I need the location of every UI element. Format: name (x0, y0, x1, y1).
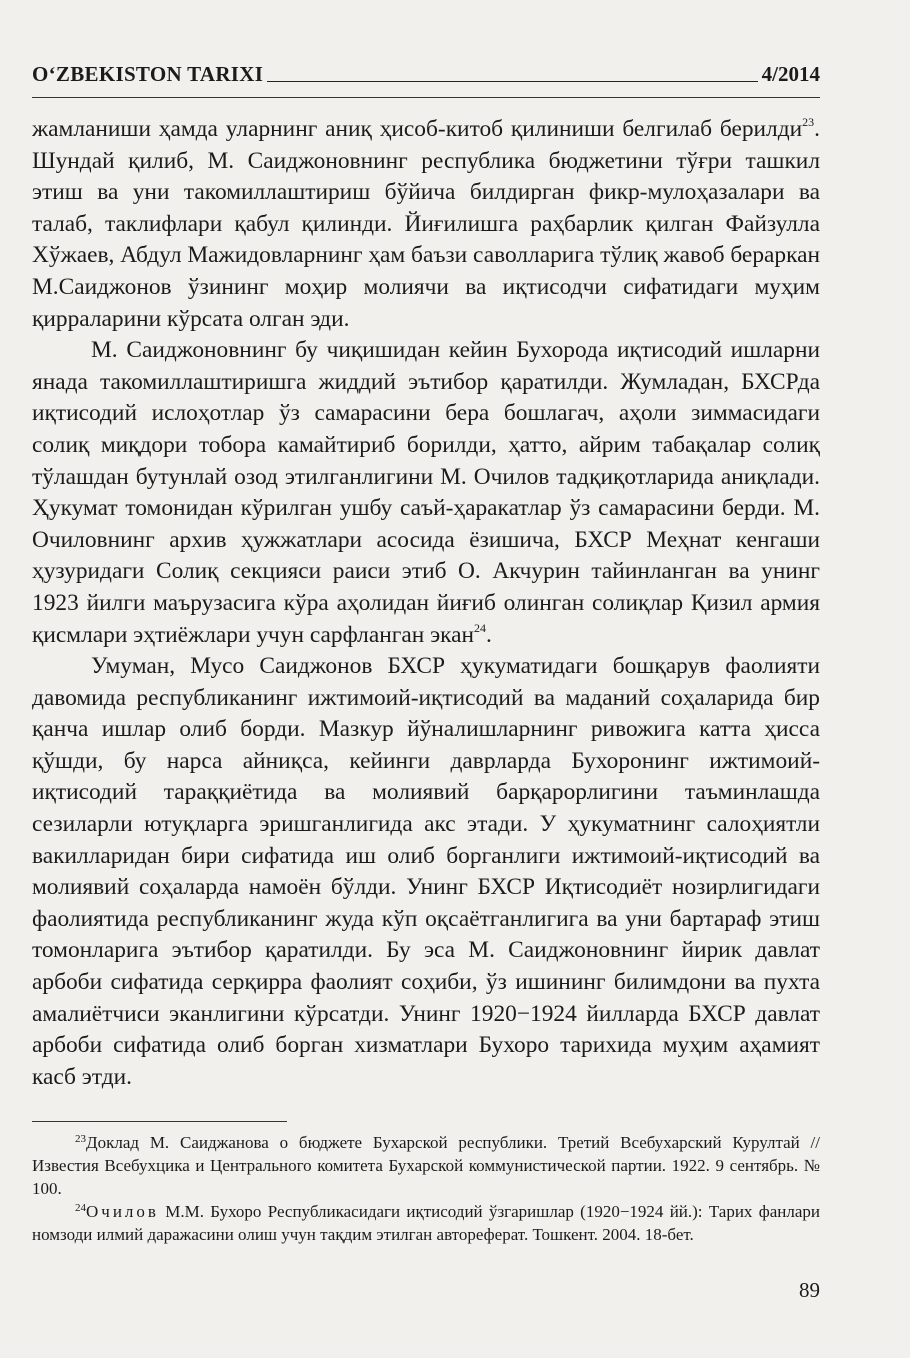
footnote-23 (32, 1131, 820, 1200)
paragraph-text: жамланиши ҳамда уларнинг аниқ ҳисоб-китоб қилиниши белгилаб берилди (32, 116, 803, 142)
footnotes (32, 1131, 820, 1246)
header-leader-line (267, 81, 757, 82)
footnote-number: 24 (75, 1202, 86, 1214)
paragraph-text: Умуман, Мусо Саиджонов БХСР ҳукуматидаги бошқарув фаолияти давомида республиканинг ижтимоий-иқтисодий ва маданий соҳаларида бир қанча ишлар олиб борди. Мазкур йўналишларнинг ривожига катта ҳисса қўшди, бу нарса айниқса, кейинги даврларда Бухоронинг ижтимоий-иқтисодий тараққиётида ва молиявий барқарорлигини таъминлашда сезиларли ютуқларга эришганлигида акс этади. У ҳукуматнинг салоҳиятли вакилларидан бири сифатида иш олиб борганлиги ижтимоий-иқтисодий ва молиявий соҳаларда намоён бўлди. Унинг БХСР Иқтисодиёт нозирлигидаги фаолиятида республиканинг жуда кўп оқсаётганлигига ва уни бартараф этиш томонларига эътибор қаратилди. Бу эса М. Саиджоновнинг йирик давлат арбоби сифатида серқирра фаолият соҳиби, ўз ишининг билимдони ва пухта амалиётчиси эканлигини кўрсатди. Унинг 1920−1924 йилларда БХСР давлат арбоби сифатида олиб борган хизматлари Бухоро тарихида муҳим аҳамият касб этди. (32, 653, 820, 1090)
running-header (32, 62, 820, 86)
paragraph-text: М. Саиджоновнинг бу чиқишидан кейин Бухорода иқтисодий ишларни янада такомиллаштиришга жиддий эътибор қаратилди. Жумладан, БХСРда иқтисодий ислоҳотлар ўз самарасини бера бошлагач, аҳоли зиммасидаги солиқ миқдори тобора камайтириб борилди, ҳатто, айрим табақалар солиқ тўлашдан бутунлай озод этилганлигини М. Очилов тадқиқотларида аниқлади. Ҳукумат томонидан кўрилган ушбу саъй-ҳаракатлар ўз самарасини берди. М. Очиловнинг архив ҳужжатлари асосида ёзишича, БХСР Меҳнат кенгаши ҳузуридаги Солиқ секцияси раиси этиб О. Акчурин тайинланган ва унинг 1923 йилги маърузасига кўра аҳолидан йиғиб олинган солиқлар Қизил армия қисмлари эҳтиёжлари учун сарфланган экан (32, 337, 820, 648)
footnote-text: М.М. Бухоро Республикасидаги иқтисодий ўзгаришлар (1920−1924 йй.): Тарих фанлари номзоди илмий даражасини олиш учун тақдим этилган автореферат. Тошкент. 2004. 18-бет. (32, 1202, 820, 1244)
paragraph-text: . (486, 621, 492, 648)
issue-number: 4/2014 (761, 62, 820, 86)
paragraph-text: . Шундай қилиб, М. Саиджоновнинг республика бюджетини тўғри ташкил этиш ва уни такомиллаштириш бўйича билдирган фикр-мулоҳазалари ва талаб, таклифлари қабул қилинди. Йиғилишга раҳбарлик қилган Файзулла Хўжаев, Абдул Мажидовларнинг ҳам баъзи саволларига тўлиқ жавоб бераркан М.Саиджонов ўзининг моҳир молиячи ва иқтисодчи сифатидаги муҳим қирраларини кўрсата олган эди. (32, 116, 820, 332)
footnote-24 (32, 1200, 820, 1246)
footnote-text: Доклад М. Саиджанова о бюджете Бухарской республики. Третий Всебухарский Курултай // Известия Всебухцика и Центрального комитета Бухарской коммунистической партии. 1922. 9 сентябрь. № 100. (32, 1133, 820, 1198)
page-number: 89 (799, 1278, 820, 1302)
footnote-reference-24[interactable]: 24 (474, 620, 487, 635)
journal-title: O‘ZBEKISTON TARIXI (32, 62, 264, 86)
paragraph-3 (32, 651, 820, 1093)
footnote-number: 23 (75, 1133, 86, 1145)
paragraph-2 (32, 335, 820, 651)
paragraph-1 (32, 114, 820, 335)
main-text (32, 114, 820, 1093)
header-rule (32, 97, 820, 98)
footnote-author: Очилов (86, 1202, 159, 1221)
footnote-separator (32, 1121, 287, 1122)
footnote-reference-23[interactable]: 23 (802, 115, 815, 129)
